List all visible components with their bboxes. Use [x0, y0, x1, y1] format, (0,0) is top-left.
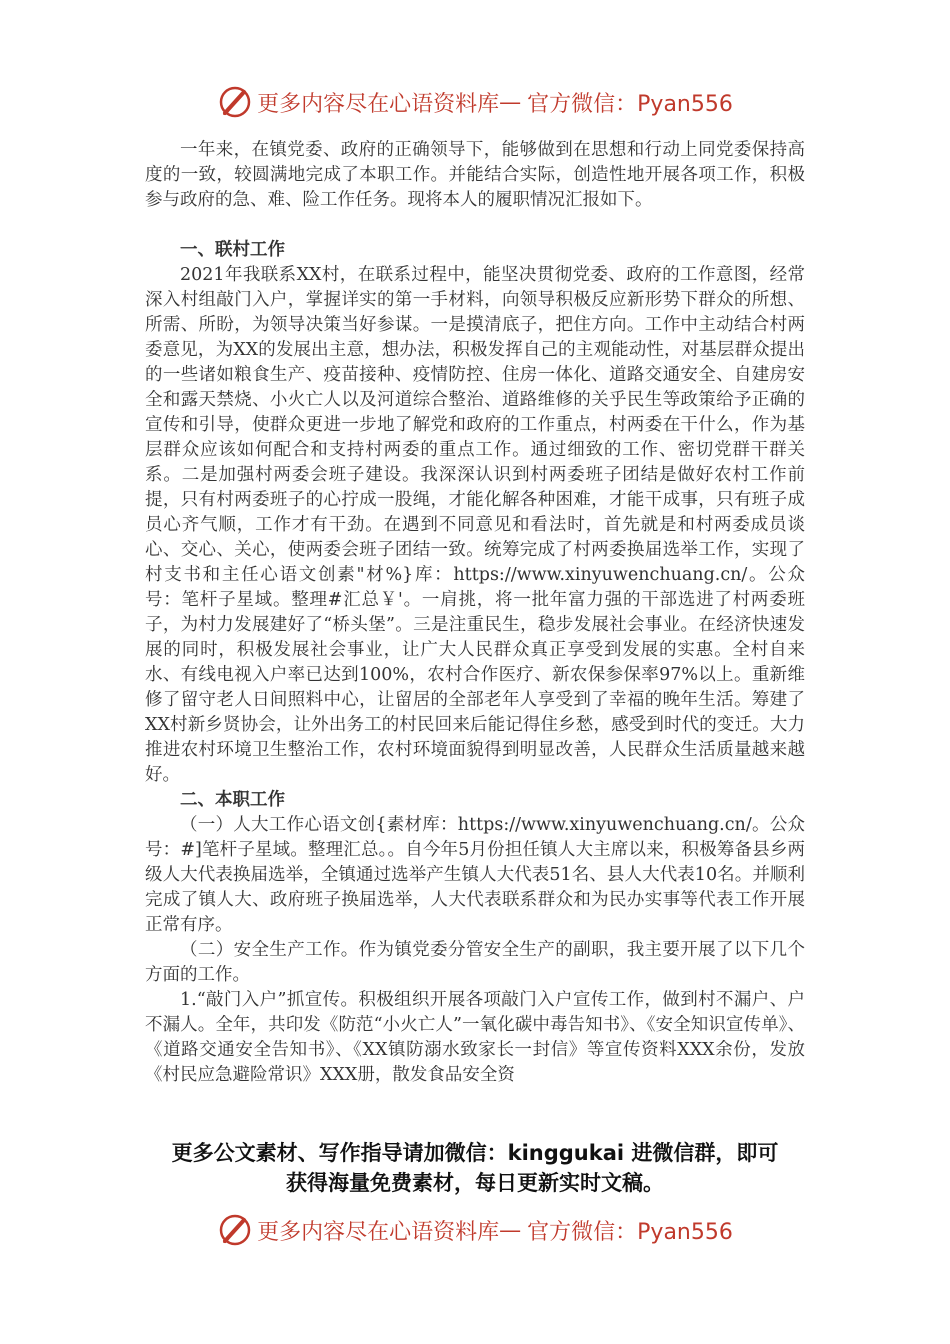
paragraph-renda: （一）人大工作心语文创{素材库：https://www.xinyuwenchuang.cn/。公众号：#]笔杆子星域。整理汇总。。自今年5月份担任镇人大主席以来，积极筹备县乡两级人大代表换届选举，全镇通过选举产生镇人大代表51名、县人大代表10名。并顺利完成了镇人大、政府班子换届选举，人大代表联系群众和为民办实事等代表工作开展正常有序。: [145, 815, 805, 935]
watermark-contact: 官方微信：Pyan556: [527, 1219, 733, 1245]
footer-promo-line-1: 更多公文素材、写作指导请加微信：kinggukai 进微信群，即可: [171, 1141, 779, 1165]
document-body: [145, 138, 805, 1088]
paragraph-item-1: 1.“敲门入户”抓宣传。积极组织开展各项敲门入户宣传工作，做到村不漏户、户不漏人。全年，共印发《防范“小火亡人”一氧化碳中毒告知书》、《安全知识宣传单》、《道路交通安全告知书》、《XX镇防溺水致家长一封信》等宣传资料XXX余份，发放《村民应急避险常识》XXX册，散发食品安全资: [145, 990, 805, 1085]
ink-brush-logo-icon: [217, 84, 253, 120]
watermark-banner-top: [0, 80, 950, 124]
watermark-brand: 更多内容尽在心语资料库: [257, 1219, 500, 1245]
watermark-separator: —: [499, 1217, 522, 1243]
section-heading-benzhi: 二、本职工作: [180, 790, 285, 810]
watermark-brand: 更多内容尽在心语资料库: [257, 91, 500, 117]
intro-paragraph: 一年来，在镇党委、政府的正确领导下，能够做到在思想和行动上同党委保持高度的一致，较圆满地完成了本职工作。并能结合实际，创造性地开展各项工作，积极参与政府的急、难、险工作任务。现将本人的履职情况汇报如下。: [145, 140, 805, 210]
paragraph-safety: （二）安全生产工作。作为镇党委分管安全生产的副职，我主要开展了以下几个方面的工作。: [145, 940, 805, 985]
paragraph-gap: [145, 213, 805, 238]
footer-promo-line-2: 获得海量免费素材，每日更新实时文稿。: [286, 1171, 664, 1195]
watermark-banner-bottom: [0, 1208, 950, 1252]
footer-promo: [140, 1138, 810, 1198]
section-heading-liancun: 一、联村工作: [180, 240, 285, 260]
watermark-contact: 官方微信：Pyan556: [527, 91, 733, 117]
watermark-separator: —: [499, 89, 522, 115]
ink-brush-logo-icon: [217, 1212, 253, 1248]
section-body-liancun: 2021年我联系XX村，在联系过程中，能坚决贯彻党委、政府的工作意图，经常深入村组敲门入户，掌握详实的第一手材料，向领导积极反应新形势下群众的所想、所需、所盼，为领导决策当好参谋。一是摸清底子，把住方向。工作中主动结合村两委意见，为XX的发展出主意，想办法，积极发挥自己的主观能动性，对基层群众提出的一些诸如粮食生产、疫苗接种、疫情防控、住房一体化、道路交通安全、自建房安全和露天禁烧、小火亡人以及河道综合整治、道路维修的关乎民生等政策给予正确的宣传和引导，使群众更进一步地了解党和政府的工作重点，村两委在干什么，作为基层群众应该如何配合和支持村两委的重点工作。通过细致的工作、密切党群干群关系。二是加强村两委会班子建设。我深深认识到村两委班子团结是做好农村工作前提，只有村两委班子的心拧成一股绳，才能化解各种困难，才能干成事，只有班子成员心齐气顺，工作才有干劲。在遇到不同意见和看法时，首先就是和村两委成员谈心、交心、关心，使两委会班子团结一致。统筹完成了村两委换届选举工作，实现了村支书和主任心语文创素"材%}库：https://www.xinyuwenchuang.cn/。公众号：笔杆子星域。整理#汇总￥'。一肩挑，将一批年富力强的干部选进了村两委班子，为村力发展建好了“桥头堡”。三是注重民生，稳步发展社会事业。在经济快速发展的同时，积极发展社会事业，让广大人民群众真正享受到发展的实惠。全村自来水、有线电视入户率已达到100%，农村合作医疗、新农保参保率97%以上。重新维修了留守老人日间照料中心，让留居的全部老年人享受到了幸福的晚年生活。筹建了XX村新乡贤协会，让外出务工的村民回来后能记得住乡愁，感受到时代的变迁。大力推进农村环境卫生整治工作，农村环境面貌得到明显改善，人民群众生活质量越来越好。: [145, 265, 805, 785]
